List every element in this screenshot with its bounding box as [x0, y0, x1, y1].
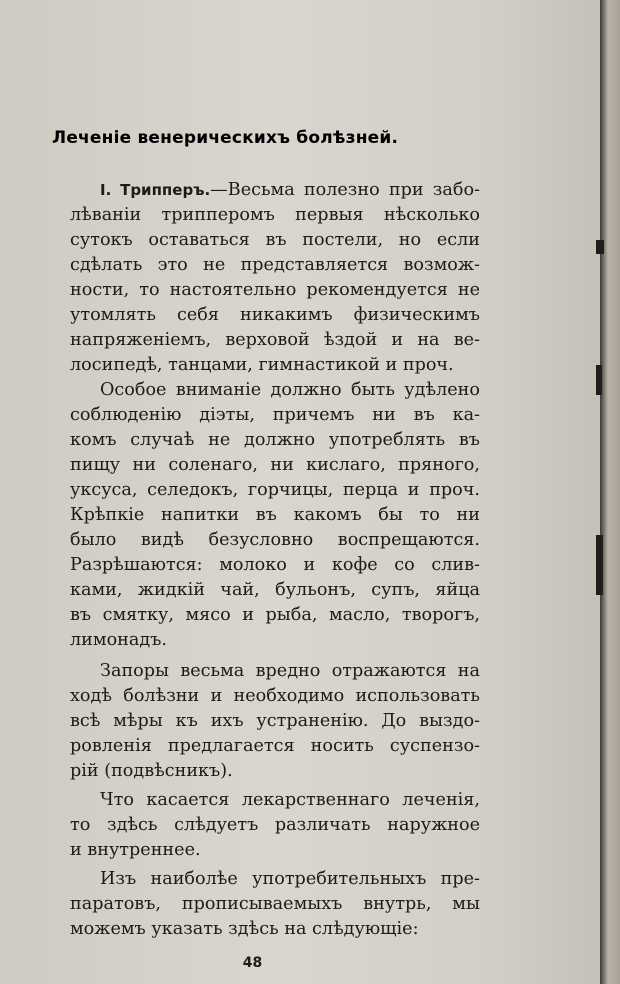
text-line: то здѣсь слѣдуетъ различать наружное: [70, 815, 480, 835]
torn-edge: [596, 535, 603, 595]
adjacent-page-edge: [600, 0, 620, 984]
text-line: лѣваніи трипперомъ первыя нѣсколько: [70, 205, 480, 225]
text-line: лосипедѣ, танцами, гимнастикой и проч.: [70, 355, 454, 375]
text-line: комъ случаѣ не должно употреблять въ: [70, 430, 480, 450]
text-line: сутокъ оставаться въ постели, но если: [70, 230, 480, 250]
text-line: сдѣлать это не представляется возмож-: [70, 255, 480, 275]
text-line: Изъ наиболѣе употребительныхъ пре-: [100, 869, 480, 889]
text-line: Особое вниманіе должно быть удѣлено: [100, 380, 480, 400]
page-number: 48: [242, 955, 263, 971]
text-line: Крѣпкіе напитки въ какомъ бы то ни: [70, 505, 480, 525]
text-line: паратовъ, прописываемыхъ внутрь, мы: [70, 894, 480, 914]
text-line: пищу ни соленаго, ни кислаго, пряного,: [70, 455, 480, 475]
text-line: ходѣ болѣзни и необходимо использовать: [70, 686, 480, 706]
text-line: ности, то настоятельно рекомендуется не: [70, 280, 480, 300]
page-title: Леченіе венерическихъ болѣзней.: [52, 128, 399, 148]
text-line: въ смятку, мясо и рыба, масло, творогъ,: [70, 605, 480, 625]
torn-edge: [596, 365, 602, 395]
text-line: всѣ мѣры къ ихъ устраненію. До выздо-: [70, 711, 480, 731]
text-line: Разрѣшаются: молоко и кофе со слив-: [70, 555, 480, 575]
text-line: соблюденію діэты, причемъ ни въ ка-: [70, 405, 480, 425]
text-line: рій (подвѣсникъ).: [70, 761, 233, 781]
text-line: ками, жидкій чай, бульонъ, супъ, яйца: [70, 580, 480, 600]
text-line: уксуса, селедокъ, горчицы, перца и проч.: [70, 480, 480, 500]
text-line: можемъ указать здѣсь на слѣдующіе:: [70, 919, 419, 939]
text-line: Что касается лекарственнаго леченія,: [100, 790, 480, 810]
text-line: лимонадъ.: [70, 630, 168, 650]
text-line: напряженіемъ, верховой ѣздой и на ве-: [70, 330, 480, 350]
text-line: было видѣ безусловно воспрещаются.: [70, 530, 480, 550]
text-line: утомлять себя никакимъ физическимъ: [70, 305, 480, 325]
text-line: и внутреннее.: [70, 840, 201, 860]
section-heading: I. Трипперъ.: [100, 181, 211, 199]
text-line: I. Трипперъ.—Весьма полезно при забо-: [100, 180, 480, 200]
text-line: ровленія предлагается носить суспензо-: [70, 736, 480, 756]
torn-edge: [596, 240, 604, 254]
text-line: Запоры весьма вредно отражаются на: [100, 661, 480, 681]
